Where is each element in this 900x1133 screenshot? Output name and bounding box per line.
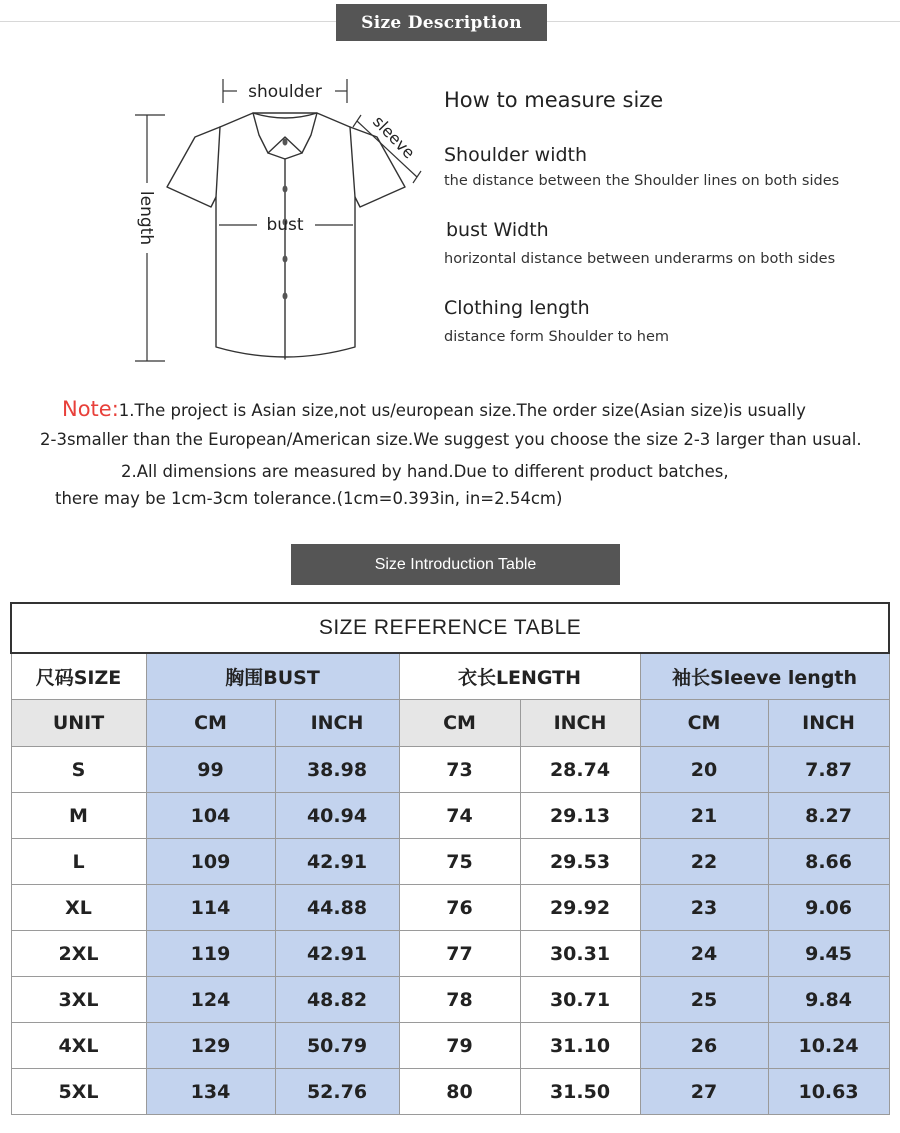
size-cell: M [11,793,146,839]
size-cell: S [11,747,146,793]
size-cell: L [11,839,146,885]
value-cell: 29.92 [520,885,640,931]
clothing-length-heading: Clothing length [444,297,590,319]
unit-cell: INCH [275,700,399,747]
size-description-title: Size Description [361,12,522,33]
value-cell: 20 [640,747,768,793]
sleeve-group-header: 袖长Sleeve length [640,653,889,700]
value-cell: 80 [399,1069,520,1115]
table-body [11,747,889,1115]
value-cell: 40.94 [275,793,399,839]
shoulder-width-desc: the distance between the Shoulder lines on both sides [444,173,840,189]
table-row [11,1069,889,1115]
size-cell: 3XL [11,977,146,1023]
value-cell: 8.27 [768,793,889,839]
value-cell: 21 [640,793,768,839]
unit-cell: INCH [520,700,640,747]
value-cell: 48.82 [275,977,399,1023]
shoulder-label: shoulder [248,82,322,102]
size-cell: 5XL [11,1069,146,1115]
value-cell: 104 [146,793,275,839]
value-cell: 114 [146,885,275,931]
size-cell: 4XL [11,1023,146,1069]
value-cell: 73 [399,747,520,793]
value-cell: 44.88 [275,885,399,931]
table-row [11,793,889,839]
note-label: Note: [62,397,119,421]
size-cell: 2XL [11,931,146,977]
value-cell: 99 [146,747,275,793]
value-cell: 29.13 [520,793,640,839]
size-introduction-banner [291,544,620,585]
value-cell: 7.87 [768,747,889,793]
value-cell: 75 [399,839,520,885]
shirt-outline [167,113,405,357]
value-cell: 25 [640,977,768,1023]
value-cell: 8.66 [768,839,889,885]
unit-cell: INCH [768,700,889,747]
table-row [11,1023,889,1069]
value-cell: 76 [399,885,520,931]
value-cell: 10.24 [768,1023,889,1069]
shirt-collar [253,113,317,153]
value-cell: 134 [146,1069,275,1115]
value-cell: 77 [399,931,520,977]
value-cell: 38.98 [275,747,399,793]
size-cell: XL [11,885,146,931]
value-cell: 119 [146,931,275,977]
note-line-1 [62,397,806,421]
value-cell: 9.84 [768,977,889,1023]
size-introduction-title: Size Introduction Table [374,555,537,573]
value-cell: 24 [640,931,768,977]
table-row [11,747,889,793]
note-text-1: 1.The project is Asian size,not us/european size.The order size(Asian size)is usually [118,401,806,420]
value-cell: 79 [399,1023,520,1069]
unit-header: UNIT [11,700,146,747]
value-cell: 42.91 [275,839,399,885]
note-text-2: 2-3smaller than the European/American size.We suggest you choose the size 2-3 larger than usual. [40,430,862,449]
value-cell: 42.91 [275,931,399,977]
value-cell: 10.63 [768,1069,889,1115]
note-text-3: 2.All dimensions are measured by hand.Due to different product batches, [121,462,729,481]
length-group-header: 衣长LENGTH [399,653,640,700]
value-cell: 29.53 [520,839,640,885]
size-header: 尺码SIZE [11,653,146,700]
unit-cell: CM [399,700,520,747]
table-row [11,931,889,977]
shoulder-width-heading: Shoulder width [444,144,588,166]
value-cell: 28.74 [520,747,640,793]
value-cell: 27 [640,1069,768,1115]
value-cell: 78 [399,977,520,1023]
unit-cell: CM [640,700,768,747]
value-cell: 31.10 [520,1023,640,1069]
length-label: length [136,190,156,246]
value-cell: 50.79 [275,1023,399,1069]
table-row [11,977,889,1023]
table-title: SIZE REFERENCE TABLE [11,603,889,653]
bust-group-header: 胸围BUST [146,653,399,700]
value-cell: 52.76 [275,1069,399,1115]
value-cell: 109 [146,839,275,885]
bust-width-heading: bust Width [446,219,549,241]
value-cell: 30.71 [520,977,640,1023]
value-cell: 26 [640,1023,768,1069]
size-reference-table [10,602,890,1115]
value-cell: 124 [146,977,275,1023]
note-text-4: there may be 1cm-3cm tolerance.(1cm=0.393in, in=2.54cm) [55,489,563,508]
unit-cell: CM [146,700,275,747]
value-cell: 9.45 [768,931,889,977]
size-description-banner [336,4,547,41]
bust-label: bust [266,215,304,235]
value-cell: 9.06 [768,885,889,931]
value-cell: 30.31 [520,931,640,977]
shirt-measurement-diagram [125,75,435,375]
clothing-length-desc: distance form Shoulder to hem [444,329,670,345]
table-row [11,839,889,885]
value-cell: 74 [399,793,520,839]
bust-width-desc: horizontal distance between underarms on both sides [444,251,836,267]
howto-title: How to measure size [444,88,664,112]
sleeve-label: sleeve [369,111,419,163]
table-row [11,885,889,931]
value-cell: 22 [640,839,768,885]
value-cell: 31.50 [520,1069,640,1115]
value-cell: 129 [146,1023,275,1069]
value-cell: 23 [640,885,768,931]
